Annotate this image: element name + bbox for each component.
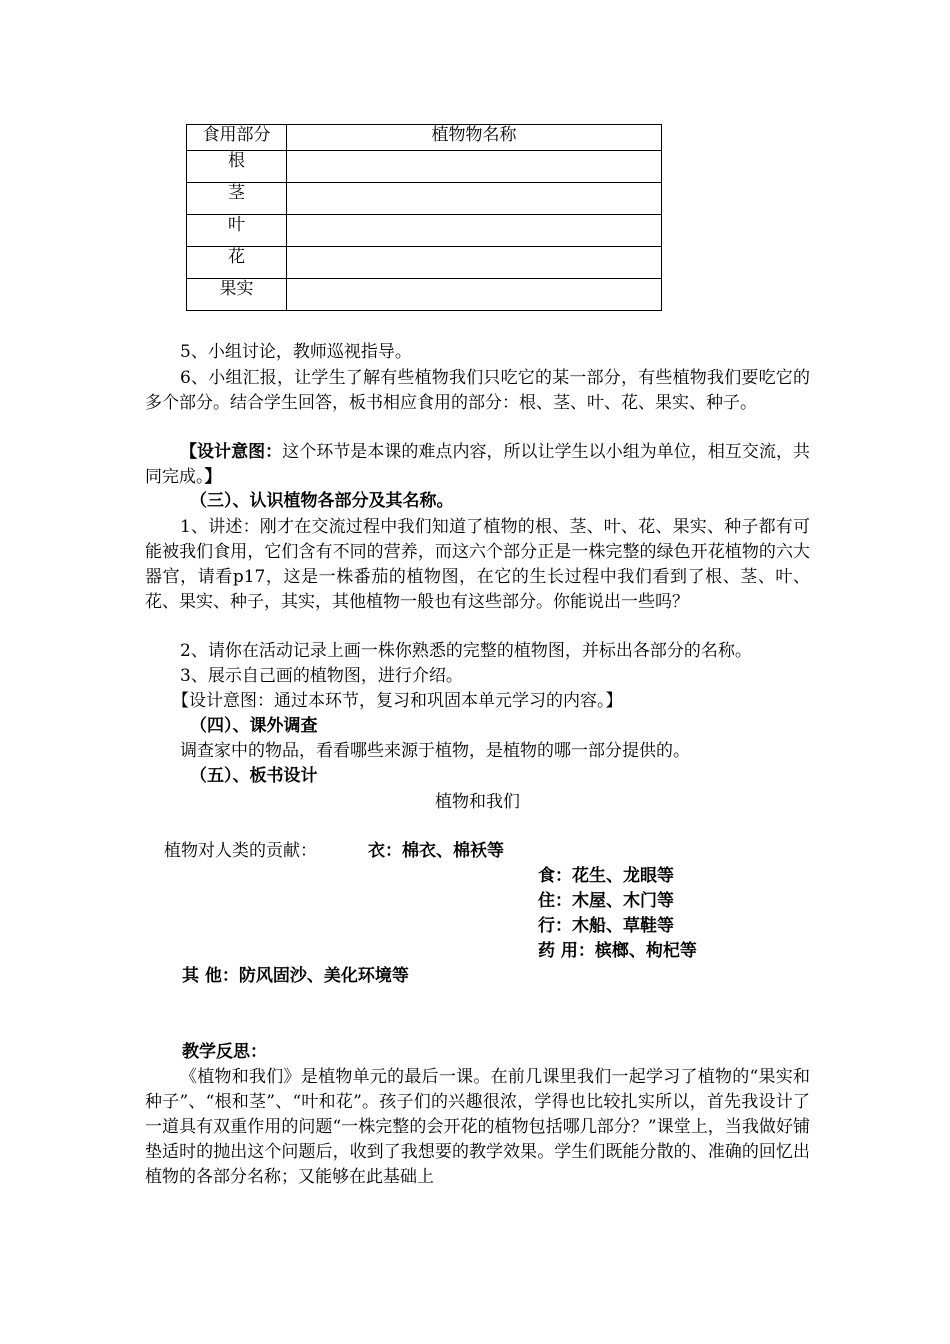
table-cell-part: 花 <box>187 247 287 279</box>
table-cell-name <box>287 279 662 311</box>
board-food: 食：花生、龙眼等 <box>538 866 674 886</box>
board-clothing: 衣：棉衣、棉袄等 <box>368 841 504 861</box>
board-contribution-label: 植物对人类的贡献： <box>164 841 317 861</box>
intent-close-bracket: 】 <box>204 467 222 487</box>
board-housing: 住：木屋、木门等 <box>538 891 674 911</box>
header-plant-name: 植物物名称 <box>287 125 662 151</box>
board-title: 植物和我们 <box>435 792 520 812</box>
table-cell-name <box>287 183 662 215</box>
section-4-heading: （四）、课外调查 <box>190 716 318 736</box>
reflection-heading: 教学反思： <box>182 1042 267 1062</box>
header-edible-part: 食用部分 <box>187 125 287 151</box>
section-5-heading: （五）、板书设计 <box>190 766 318 786</box>
table-cell-part: 茎 <box>187 183 287 215</box>
design-intent-1 <box>145 440 810 490</box>
table-row <box>187 215 662 247</box>
section-3-heading: （三）、认识植物各部分及其名称。 <box>190 491 454 511</box>
table-cell-part: 叶 <box>187 215 287 247</box>
section-3-paragraph-3: 3、展示自己画的植物图，进行介绍。 <box>180 666 463 686</box>
table-cell-name <box>287 151 662 183</box>
table-cell-name <box>287 215 662 247</box>
design-intent-2: 【设计意图：通过本环节，复习和巩固本单元学习的内容。】 <box>172 691 623 711</box>
step-5: 5、小组讨论，教师巡视指导。 <box>180 342 412 362</box>
table-cell-part: 根 <box>187 151 287 183</box>
edible-parts-table <box>186 124 662 311</box>
board-medicine: 药 用：槟榔、枸杞等 <box>538 941 697 961</box>
section-3-paragraph-1: 1、讲述：刚才在交流过程中我们知道了植物的根、茎、叶、花、果实、种子都有可能被我们食用，它们含有不同的营养，而这六个部分正是一株完整的绿色开花植物的六大器官，请看p17，这是一株番茄的植物图，在它的生长过程中我们看到了根、茎、叶、花、果实、种子，其实，其他植物一般也有这些部分。你能说出一些吗？ <box>145 517 810 612</box>
section-4-body: 调查家中的物品，看看哪些来源于植物，是植物的哪一部分提供的。 <box>180 741 690 761</box>
step-6: 6、小组汇报，让学生了解有些植物我们只吃它的某一部分，有些植物我们要吃它的多个部分。结合学生回答，板书相应食用的部分：根、茎、叶、花、果实、种子。 <box>145 368 810 413</box>
table-header-row <box>187 125 662 151</box>
table-row <box>187 279 662 311</box>
section-3-paragraph-2: 2、请你在活动记录上画一株你熟悉的完整的植物图，并标出各部分的名称。 <box>180 641 752 661</box>
intent-open-bracket: 【 <box>180 442 198 462</box>
reflection-body: 《植物和我们》是植物单元的最后一课。在前几课里我们一起学习了植物的“果实和种子”、“根和茎”、“叶和花”。孩子们的兴趣很浓，学得也比较扎实所以，首先我设计了一道具有双重作用的问题“一株完整的会开花的植物包括哪几部分？”课堂上，当我做好铺垫适时的抛出这个问题后，收到了我想要的教学效果。学生们既能分散的、准确的回忆出植物的各部分名称；又能够在此基础上 <box>145 1067 810 1187</box>
intent-label: 设计意图： <box>197 442 283 462</box>
table-cell-name <box>287 247 662 279</box>
intent-body: 这个环节是本课的难点内容，所以让学生以小组为单位，相互交流，共同完成。 <box>145 442 811 487</box>
board-other: 其 他：防风固沙、美化环境等 <box>182 966 409 986</box>
board-travel: 行：木船、草鞋等 <box>538 916 674 936</box>
table-row <box>187 151 662 183</box>
table-cell-part: 果实 <box>187 279 287 311</box>
table-row <box>187 183 662 215</box>
table-row <box>187 247 662 279</box>
